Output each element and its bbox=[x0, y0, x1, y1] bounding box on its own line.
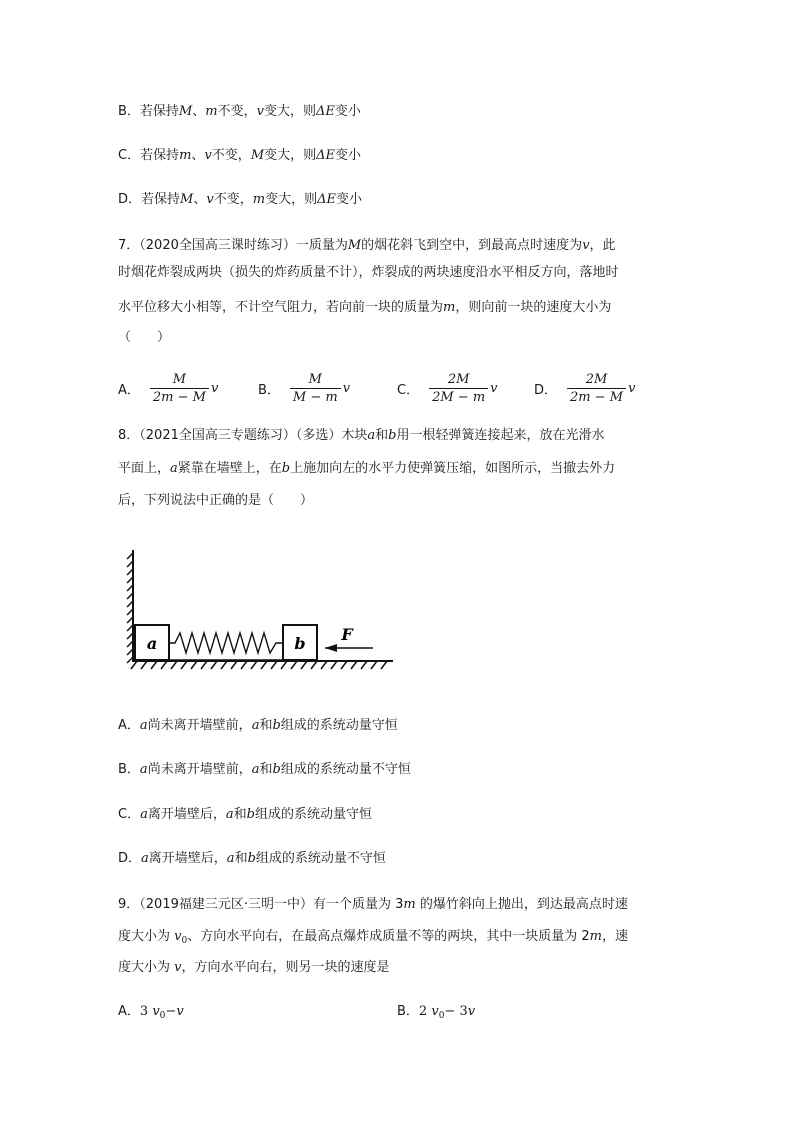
fraction: $\frac{2M}{2M - m}$ bbox=[429, 371, 488, 406]
q8-line-2: 平面上，a紧靠在墙壁上，在b上施加向左的水平力使弹簧压缩，如图所示，当撤去外力 bbox=[118, 461, 616, 476]
q9-line-3: 度大小为 v，方向水平向右，则另一块的速度是 bbox=[118, 960, 390, 975]
q8-option-a: A．a尚未离开墙壁前，a和b组成的系统动量守恒 bbox=[118, 718, 398, 733]
force-label: F bbox=[341, 625, 353, 644]
q6-option-b: B．若保持M、m不变，v变大，则ΔE变小 bbox=[118, 104, 361, 119]
q8-line-1: 8．（2021全国高三专题练习）（多选）木块a和b用一根轻弹簧连接起来，放在光滑水 bbox=[118, 428, 605, 443]
fraction: $\frac{2M}{2m - M}$ bbox=[567, 371, 626, 406]
spring-block-diagram bbox=[125, 545, 400, 675]
q9-option-b: B．2 $v_0- 3v$ bbox=[397, 1004, 476, 1021]
force-arrow-head bbox=[325, 644, 337, 652]
q9-line-1: 9．（2019福建三元区·三明一中）有一个质量为 3m 的爆竹斜向上抛出，到达最高点时速 bbox=[118, 897, 628, 912]
block-a-label: a bbox=[146, 634, 158, 653]
q6-option-c: C．若保持m、v不变，M变大，则ΔE变小 bbox=[118, 148, 362, 163]
q7-option-b: B． $\frac{M}{M - m}$ v bbox=[258, 371, 351, 405]
q7-option-c: C． $\frac{2M}{2M - m}$ v bbox=[397, 371, 498, 405]
q9-line-2: 度大小为 $v_0$、方向水平向右，在最高点爆炸成质量不等的两块，其中一块质量为 2m，速 bbox=[118, 929, 628, 946]
fraction: $\frac{M}{M - m}$ bbox=[290, 371, 341, 406]
q7-option-a: A． $\frac{M}{2m - M}$ v bbox=[118, 371, 219, 405]
block-b-label: b bbox=[294, 634, 306, 653]
floor-hatching bbox=[131, 661, 387, 669]
q6-option-d: D．若保持M、v不变，m变大，则ΔE变小 bbox=[118, 192, 362, 207]
fraction: $\frac{M}{2m - M}$ bbox=[150, 371, 209, 406]
q8-option-b: B．a尚未离开墙壁前，a和b组成的系统动量不守恒 bbox=[118, 762, 411, 777]
q8-line-3: 后，下列说法中正确的是（ ） bbox=[118, 493, 314, 508]
q7-option-d: D． $\frac{2M}{2m - M}$ v bbox=[534, 371, 636, 405]
q9-option-a: A．3 $v_0-v$ bbox=[118, 1004, 184, 1021]
q8-option-c: C．a离开墙壁后，a和b组成的系统动量守恒 bbox=[118, 807, 372, 822]
q7-answer-bracket: （ ） bbox=[118, 330, 171, 345]
q7-line-2: 时烟花炸裂成两块（损失的炸药质量不计），炸裂成的两块速度沿水平相反方向，落地时 bbox=[118, 265, 619, 280]
spring bbox=[169, 633, 283, 653]
q7-line-3: 水平位移大小相等，不计空气阻力，若向前一块的质量为m，则向前一块的速度大小为 bbox=[118, 300, 612, 315]
q8-option-d: D．a离开墙壁后，a和b组成的系统动量不守恒 bbox=[118, 851, 386, 866]
q7-line-1: 7．（2020全国高三课时练习）一质量为M的烟花斜飞到空中，到最高点时速度为v，此 bbox=[118, 238, 616, 253]
